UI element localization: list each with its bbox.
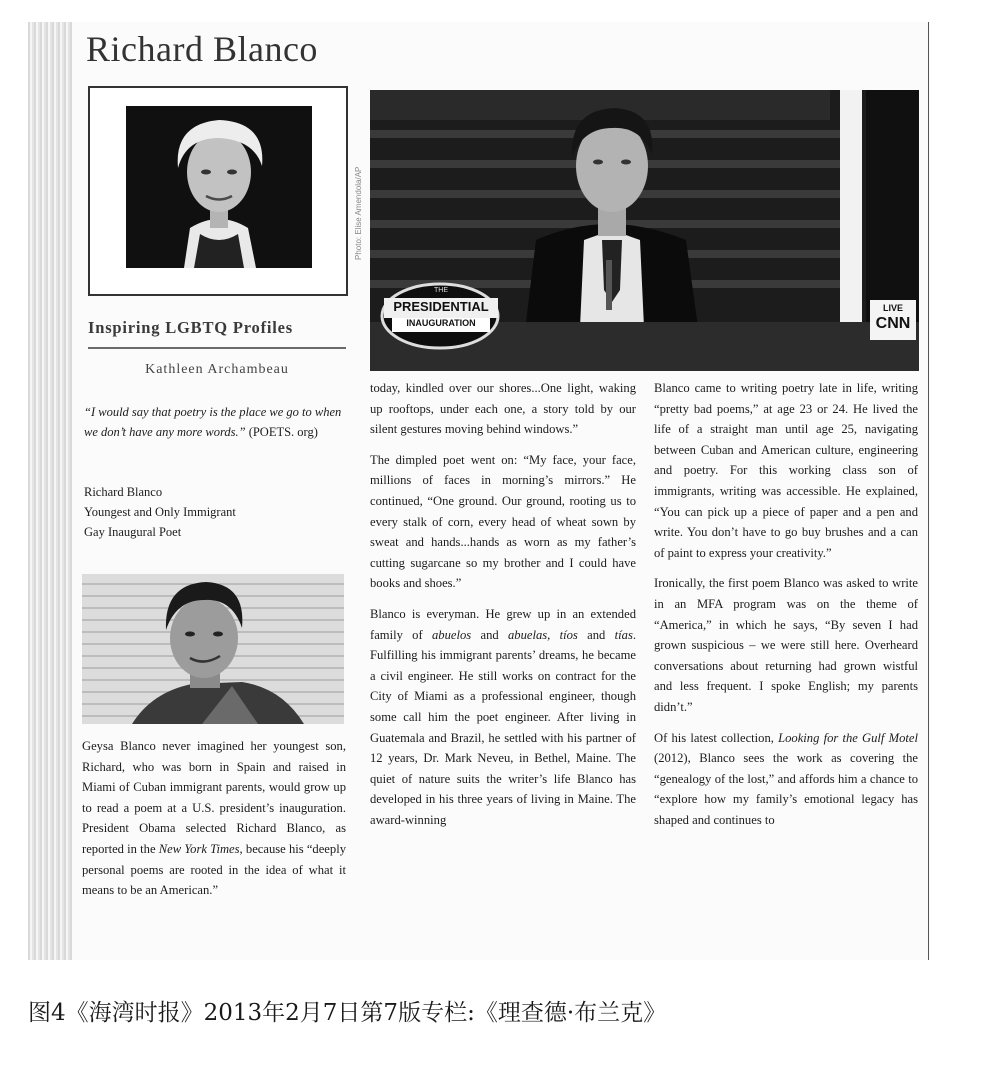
- newspaper-page: [28, 22, 930, 960]
- badge-line-2: INAUGURATION: [406, 318, 476, 328]
- badge-line-1: PRESIDENTIAL: [393, 299, 489, 314]
- figure-caption: 图4《海湾时报》2013年2月7日第7版专栏:《理查德·布兰克》: [28, 1000, 667, 1026]
- badge-small-text: THE: [434, 287, 448, 294]
- heading-rule: [88, 347, 346, 349]
- photo-credit: Photo: Elise Amendola/AP: [354, 166, 363, 260]
- paragraph: Geysa Blanco never imagined her youngest son, Richard, who was born in Spain and raised in Miami of Cuban immigrant parents, would grow up to read a poem at a U.S. president’s inauguration. President Obama selected Richard Blanco, as reported in the New York Times, because his “deeply personal poems are rooted in the idea of what it means to be an American.”: [82, 739, 346, 898]
- inauguration-badge: [382, 286, 500, 330]
- author-portrait: [126, 106, 312, 268]
- article-column-2: [370, 378, 636, 840]
- subject-line: Richard Blanco: [84, 485, 163, 499]
- subject-lines: [84, 482, 354, 542]
- network-label: CNN: [875, 315, 911, 332]
- paragraph: The dimpled poet went on: “My face, your face, millions of faces in morning’s mirrors.” He continued, “One ground. Our ground, rooting us to every stalk of corn, every head of wheat sown by sweat and hands...hands as worn as my father’s cutting sugarcane so my brother and I could have books and shoes.”: [370, 452, 636, 591]
- subject-line: Gay Inaugural Poet: [84, 525, 182, 539]
- paragraph: today, kindled over our shores...One light, waking up rooftops, under each one, a story told by our silent gestures moving behind windows.”: [370, 381, 636, 437]
- quote-source: (POETS. org): [248, 425, 318, 439]
- author-portrait-photo: [126, 106, 312, 268]
- live-label: LIVE: [882, 303, 903, 313]
- inauguration-photo: [370, 90, 919, 371]
- article-title: Richard Blanco: [86, 29, 318, 69]
- live-badge: [870, 302, 916, 334]
- article-column-3: [654, 378, 918, 840]
- paragraph: Ironically, the first poem Blanco was asked to write in an MFA program was on the theme of “America,” in which he says, “By seven I had grown suspicious – we were still here. Overheard conversations about returning had grown wistful and less frequent. I spoke English; my parents didn’t.”: [654, 576, 918, 714]
- subject-photo-image: [82, 574, 344, 724]
- pull-quote: [84, 402, 354, 442]
- article-column-1: [82, 736, 346, 911]
- subject-line: Youngest and Only Immigrant: [84, 505, 236, 519]
- page-edge-line: [928, 22, 929, 960]
- author-portrait-frame: [88, 86, 348, 296]
- quote-text: “I would say that poetry is the place we go to when we don’t have any more words.”: [84, 405, 342, 439]
- paragraph: Blanco is everyman. He grew up in an extended family of abuelos and abuelas, tíos and tías. Fulfilling his immigrant parents’ dreams, he became a civil engineer. He still works on contract for the City of Miami as a professional engineer, though some call him the poet engineer. After living in Guatemala and Brazil, he settled with his partner of 12 years, Dr. Mark Neveu, in Bethel, Maine. The quiet of nature suits the writer’s life Blanco has developed in his three years of living in Maine. The award-winning: [370, 606, 637, 827]
- scan-binding-edge: [28, 22, 72, 960]
- column-heading: Inspiring LGBTQ Profiles: [88, 318, 294, 337]
- paragraph: Blanco came to writing poetry late in life, writing “pretty bad poems,” at age 23 or 24. He lived the life of a straight man until age 25, navigating between Cuban and American culture, engineering and poetry. For this working class son of immigrants, writing was accessible. He explained, “You can pick up a piece of paper and a pen and write. You don’t have to go buy brushes and a can of paint to express your creativity.”: [654, 381, 918, 560]
- subject-photo: [82, 574, 344, 724]
- byline: Kathleen Archambeau: [145, 362, 289, 377]
- paragraph: Of his latest collection, Looking for the Gulf Motel (2012), Blanco sees the work as covering the “genealogy of the lost,” and affords him a chance to “explore how my family’s emotional legacy has shaped and continues to: [654, 730, 918, 827]
